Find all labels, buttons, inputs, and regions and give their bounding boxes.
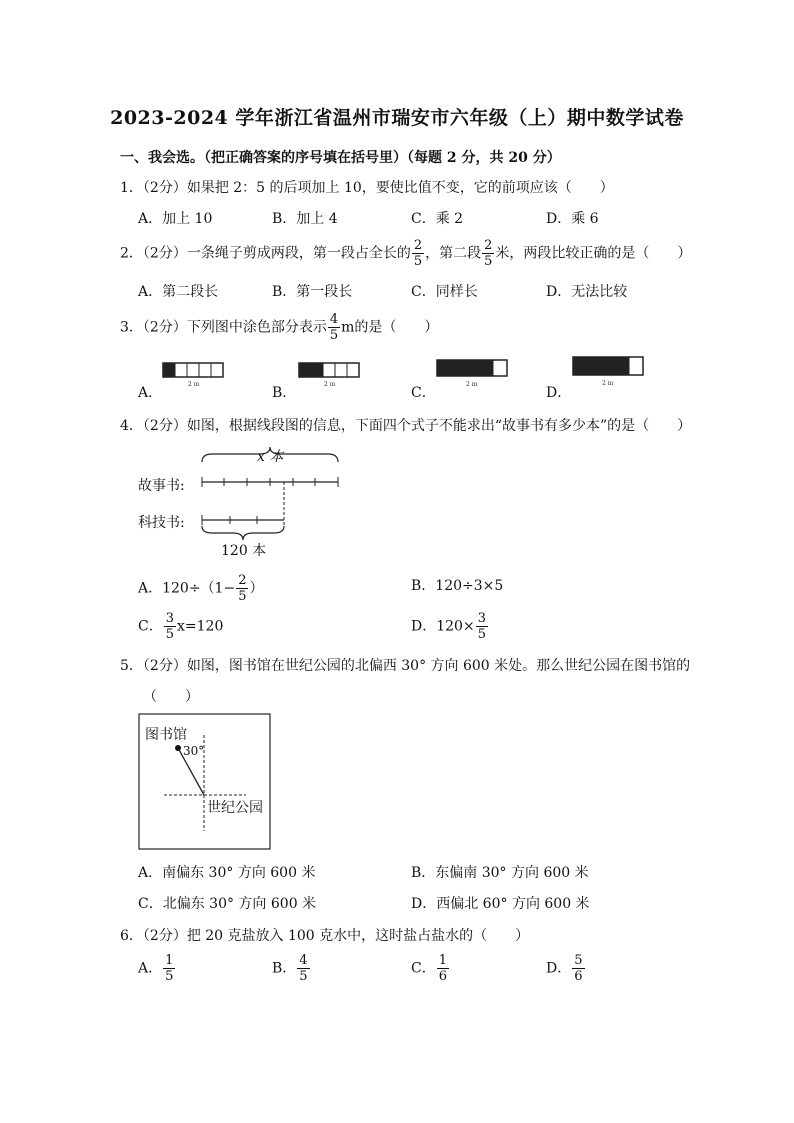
fraction-numerator: 3 <box>165 611 174 626</box>
question-3-option-d[interactable]: D． <box>546 385 572 401</box>
fraction-numerator: 1 <box>165 953 174 968</box>
fraction-numerator: 4 <box>329 312 339 327</box>
figure-caption: 2 m <box>188 381 200 388</box>
fraction-numerator: 2 <box>484 238 493 253</box>
question-6-stem: 6．（2分）把 20 克盐放入 100 克水中，这时盐占盐水的（ ） <box>120 928 530 944</box>
fraction <box>476 611 488 642</box>
question-4-stem: 4．（2分）如图，根据线段图的信息，下面四个式子不能求出“故事书有多少本”的是（ ） <box>120 418 692 434</box>
fraction-denominator: 5 <box>484 254 493 269</box>
diagram-label-120: 120 本 <box>221 543 267 559</box>
option-text: x=120 <box>177 618 224 635</box>
question-1-option-b[interactable]: B．加上 4 <box>272 211 338 227</box>
fraction <box>572 953 584 984</box>
fraction-numerator: 3 <box>477 611 486 626</box>
question-5-option-b[interactable]: B．东偏南 30° 方向 600 米 <box>411 865 589 881</box>
figure-caption: 2 m <box>324 381 336 388</box>
option-text: ） <box>249 580 264 597</box>
fraction <box>164 611 176 642</box>
option-text: C． <box>138 618 163 635</box>
question-2-text-post: 米，两段比较正确的是（ ） <box>495 245 692 262</box>
fraction <box>163 953 175 984</box>
question-5-option-a[interactable]: A．南偏东 30° 方向 600 米 <box>138 865 316 881</box>
question-3-figure-d <box>570 354 646 388</box>
fraction-numerator: 5 <box>574 953 583 968</box>
fraction-numerator: 2 <box>238 573 247 588</box>
question-4-option-a[interactable] <box>138 573 263 604</box>
fraction <box>236 573 248 604</box>
question-4-option-d[interactable] <box>411 611 489 642</box>
question-2-text-mid: ，第二段 <box>425 245 482 262</box>
fraction-denominator: 5 <box>329 328 339 343</box>
question-6-option-c[interactable] <box>411 953 450 984</box>
question-2-option-a[interactable]: A．第二段长 <box>138 284 219 300</box>
question-1-option-c[interactable]: C．乘 2 <box>411 211 464 227</box>
fraction-numerator: 4 <box>299 953 308 968</box>
question-1-option-a[interactable]: A．加上 10 <box>138 211 213 227</box>
fraction <box>328 312 340 343</box>
question-3-option-c[interactable]: C． <box>411 385 436 401</box>
question-3-text-post: m的是（ ） <box>341 319 439 336</box>
question-2-text-pre: 2．（2分）一条绳子剪成两段，第一段占全长的 <box>120 245 411 262</box>
option-text: A． <box>138 960 163 977</box>
question-5-answer-paren: （ ） <box>143 689 199 705</box>
question-3-stem <box>120 312 438 343</box>
fraction <box>482 238 494 269</box>
question-6-option-d[interactable] <box>546 953 586 984</box>
question-2-option-b[interactable]: B．第一段长 <box>272 284 353 300</box>
figure-caption: 2 m <box>466 381 478 388</box>
option-text: D． <box>546 960 572 977</box>
question-4-option-b[interactable]: B．120÷3×5 <box>411 578 504 594</box>
question-3-figure-a <box>160 360 230 388</box>
figure-label-library: 图书馆 <box>145 727 187 743</box>
fraction <box>297 953 309 984</box>
fraction <box>412 238 424 269</box>
question-2-stem <box>120 238 691 269</box>
figure-caption: 2 m <box>602 380 614 387</box>
figure-label-angle: 30° <box>183 744 205 758</box>
option-text: D．120× <box>411 618 475 635</box>
question-2-option-c[interactable]: C．同样长 <box>411 284 478 300</box>
question-2-option-d[interactable]: D．无法比较 <box>546 284 628 300</box>
question-5-stem: 5．（2分）如图，图书馆在世纪公园的北偏西 30° 方向 600 米处。那么世纪公园在图书馆的 <box>120 658 691 674</box>
question-3-figure-c <box>434 357 510 389</box>
question-3-text-pre: 3．（2分）下列图中涂色部分表示 <box>120 319 327 336</box>
question-1-option-d[interactable]: D．乘 6 <box>546 211 599 227</box>
fraction-denominator: 5 <box>413 254 423 269</box>
fraction-denominator: 6 <box>574 969 583 984</box>
diagram-label-tech-books: 科技书: <box>138 515 185 531</box>
question-3-option-b[interactable]: B． <box>272 385 297 401</box>
fraction-denominator: 5 <box>477 627 486 642</box>
fraction-denominator: 5 <box>299 969 308 984</box>
diagram-label-story-books: 故事书: <box>138 478 185 494</box>
option-text: C． <box>411 960 436 977</box>
figure-label-park: 世纪公园 <box>207 800 263 816</box>
question-5-option-d[interactable]: D．西偏北 60° 方向 600 米 <box>411 896 590 912</box>
option-text: A．120÷（1− <box>138 580 236 597</box>
fraction <box>437 953 449 984</box>
fraction-denominator: 5 <box>165 969 174 984</box>
diagram-label-x: x 本 <box>257 449 284 465</box>
page-title: 2023-2024 学年浙江省温州市瑞安市六年级（上）期中数学试卷 <box>110 107 684 129</box>
question-6-option-a[interactable] <box>138 953 176 984</box>
fraction-denominator: 5 <box>165 627 174 642</box>
question-3-figure-b <box>296 360 366 388</box>
question-3-option-a[interactable]: A． <box>138 385 163 401</box>
question-1-stem: 1．（2分）如果把 2：5 的后项加上 10，要使比值不变，它的前项应该（ ） <box>120 180 614 196</box>
section-heading: 一、我会选。（把正确答案的序号填在括号里）（每题 2 分，共 20 分） <box>120 150 561 166</box>
fraction-numerator: 2 <box>413 238 423 253</box>
question-4-option-c[interactable] <box>138 611 223 642</box>
question-5-option-c[interactable]: C．北偏东 30° 方向 600 米 <box>138 896 317 912</box>
fraction-numerator: 1 <box>438 953 447 968</box>
question-6-option-b[interactable] <box>272 953 311 984</box>
fraction-denominator: 6 <box>438 969 447 984</box>
fraction-denominator: 5 <box>238 589 247 604</box>
option-text: B． <box>272 960 297 977</box>
